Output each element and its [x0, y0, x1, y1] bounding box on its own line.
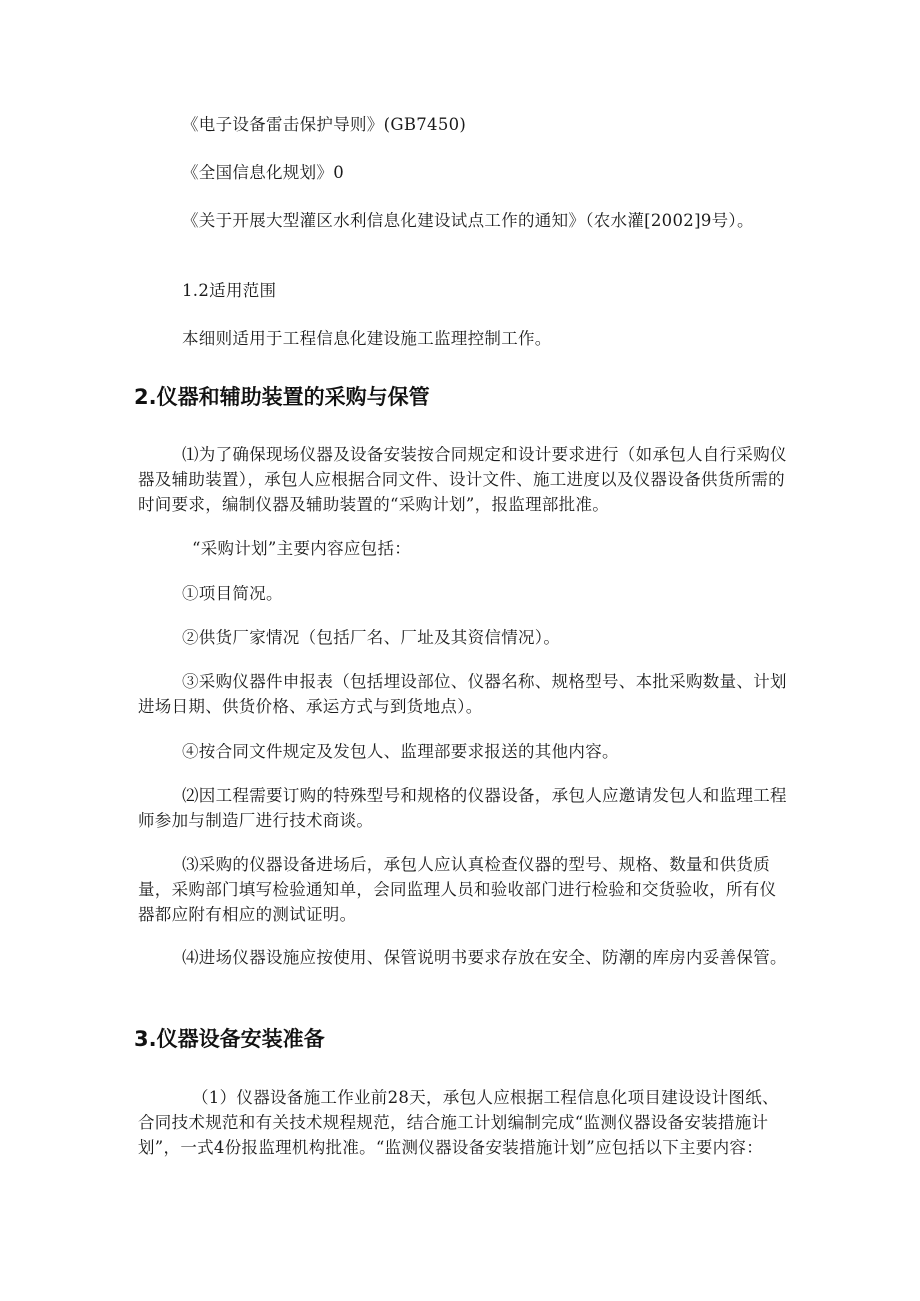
section-2-paragraph-2: “采购计划”主要内容应包括： [192, 539, 412, 558]
section-2-paragraph-5: ⑷进场仪器设施应按使用、保管说明书要求存放在安全、防潮的库房内妥善保管。 [182, 948, 787, 967]
list-item-1: ①项目简况。 [182, 584, 283, 603]
reference-3: 《关于开展大型灌区水利信息化建设试点工作的通知》（农水灌[2002]9号）。 [182, 211, 754, 230]
list-item-3: ③采购仪器件申报表（包括埋设部位、仪器名称、规格型号、本批采购数量、计划进场日期、供货价格、承运方式与到货地点）。 [138, 672, 787, 716]
section-2-paragraph-4: ⑶采购的仪器设备进场后，承包人应认真检查仪器的型号、规格、数量和供货质量，采购部门填写检验通知单，会同监理人员和验收部门进行检验和交货验收，所有仪器都应附有相应的测试证明。 [138, 855, 777, 924]
reference-1: 《电子设备雷击保护导则》(GB7450) [182, 115, 467, 134]
section-2-paragraph-3: ⑵因工程需要订购的特殊型号和规格的仪器设备，承包人应邀请发包人和监理工程师参加与制造厂进行技术商谈。 [138, 786, 787, 830]
reference-2: 《全国信息化规划》0 [182, 163, 344, 182]
list-item-2: ②供货厂家情况（包括厂名、厂址及其资信情况）。 [182, 628, 561, 647]
list-item-4: ④按合同文件规定及发包人、监理部要求报送的其他内容。 [182, 742, 619, 761]
scope-text: 本细则适用于工程信息化建设施工监理控制工作。 [182, 329, 552, 348]
section-2-heading: 2.仪器和辅助装置的采购与保管 [134, 385, 430, 409]
section-2-paragraph-1: ⑴为了确保现场仪器及设备安装按合同规定和设计要求进行（如承包人自行采购仪器及辅助装置），承包人应根据合同文件、设计文件、施工进度以及仪器设备供货所需的时间要求，编制仪器及辅助装置的“采购计划”，报监理部批准。 [138, 445, 787, 514]
scope-heading: 1.2适用范围 [182, 281, 277, 300]
section-3-paragraph-1: （1）仪器设备施工作业前28天，承包人应根据工程信息化项目建设设计图纸、合同技术规范和有关技术规程规范，结合施工计划编制完成“监测仪器设备安装措施计划”，一式4份报监理机构批准。“监测仪器设备安装措施计划”应包括以下主要内容： [138, 1088, 779, 1157]
section-3-heading: 3.仪器设备安装准备 [134, 1027, 325, 1051]
